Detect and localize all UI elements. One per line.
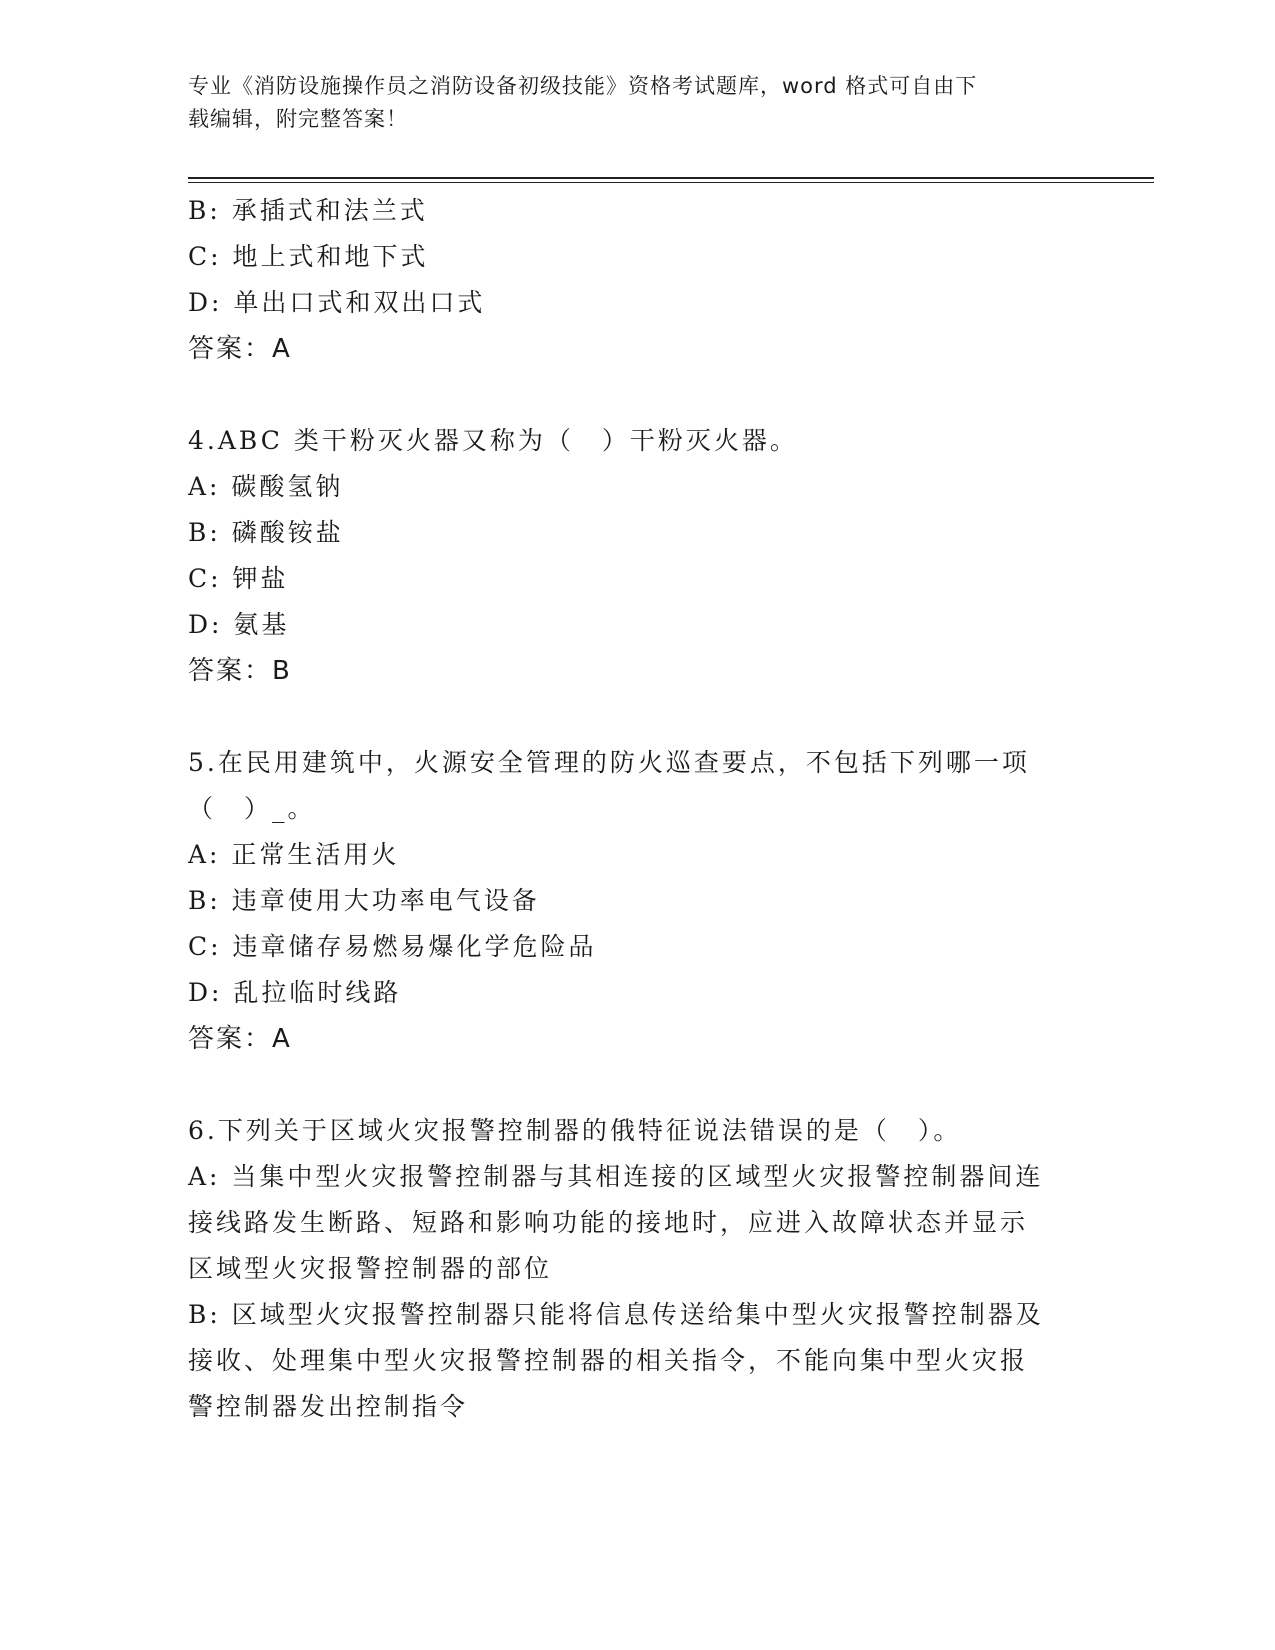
option-b-line-3: 警控制器发出控制指令 xyxy=(188,1392,469,1421)
answer: 答案：A xyxy=(188,334,292,364)
spacer xyxy=(188,694,1088,740)
question-4 xyxy=(188,418,1088,694)
answer: 答案：B xyxy=(188,656,292,686)
option-a: A: 正常生活用火 xyxy=(188,840,400,869)
option-d: D: 乱拉临时线路 xyxy=(188,978,402,1007)
option-b: B: 磷酸铵盐 xyxy=(188,518,344,547)
answer: 答案：A xyxy=(188,1024,292,1054)
header-divider-thick xyxy=(188,177,1154,179)
option-b-line-1: B: 区域型火灾报警控制器只能将信息传送给集中型火灾报警控制器及 xyxy=(188,1300,1044,1329)
spacer xyxy=(188,372,1088,418)
question-stem: 4.ABC 类干粉灭火器又称为（ ）干粉灭火器。 xyxy=(188,426,798,455)
question-stem-line-2: （ ）_。 xyxy=(188,794,316,823)
header-line-1: 专业《消防设施操作员之消防设备初级技能》资格考试题库，word 格式可自由下 xyxy=(188,74,978,98)
option-d: D: 单出口式和双出口式 xyxy=(188,288,486,317)
question-6 xyxy=(188,1108,1088,1430)
header-divider-thin xyxy=(188,182,1154,183)
question-content xyxy=(188,188,1088,1430)
option-b: B: 承插式和法兰式 xyxy=(188,196,428,225)
question-5 xyxy=(188,740,1088,1062)
option-a: A: 碳酸氢钠 xyxy=(188,472,344,501)
option-d: D: 氨基 xyxy=(188,610,290,639)
option-a-line-3: 区域型火灾报警控制器的部位 xyxy=(188,1254,553,1283)
option-a-line-2: 接线路发生断路、短路和影响功能的接地时，应进入故障状态并显示 xyxy=(188,1208,1029,1237)
option-a-line-1: A: 当集中型火灾报警控制器与其相连接的区域型火灾报警控制器间连 xyxy=(188,1162,1044,1191)
option-c: C: 违章储存易燃易爆化学危险品 xyxy=(188,932,597,961)
option-b-line-2: 接收、处理集中型火灾报警控制器的相关指令，不能向集中型火灾报 xyxy=(188,1346,1029,1375)
spacer xyxy=(188,1062,1088,1108)
option-c: C: 钾盐 xyxy=(188,564,289,593)
header-line-2: 载编辑，附完整答案！ xyxy=(188,107,408,131)
question-stem: 6.下列关于区域火灾报警控制器的俄特征说法错误的是（ ）。 xyxy=(188,1116,962,1145)
question-3 xyxy=(188,188,1088,372)
option-c: C: 地上式和地下式 xyxy=(188,242,429,271)
document-header xyxy=(188,70,1068,136)
option-b: B: 违章使用大功率电气设备 xyxy=(188,886,540,915)
question-stem-line-1: 5.在民用建筑中，火源安全管理的防火巡查要点，不包括下列哪一项 xyxy=(188,748,1030,777)
